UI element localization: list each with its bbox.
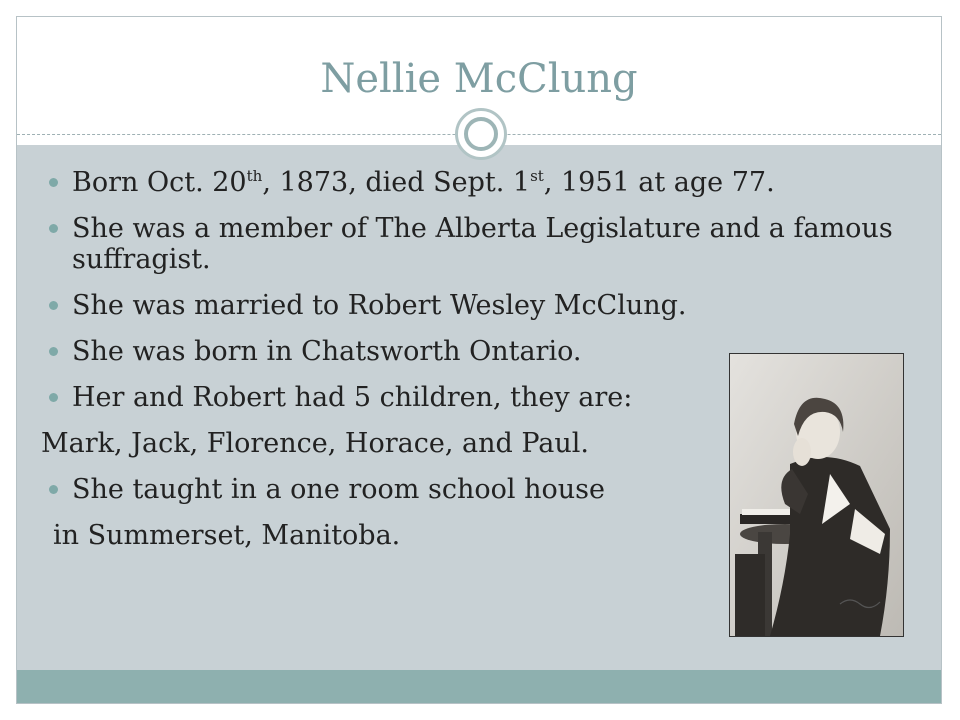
slide-title: Nellie McClung — [320, 56, 638, 102]
bullet-born-text-2: , 1873, died Sept. 1 — [262, 167, 531, 198]
school-location: in Summerset, Manitoba. — [53, 520, 401, 551]
superscript-st: st — [530, 167, 544, 185]
bullet-legislature — [41, 213, 921, 275]
bullet-born-text-1: Born Oct. 20 — [72, 167, 247, 198]
bullet-dot-icon — [49, 224, 58, 233]
bullet-taught-text: She taught in a one room school house — [72, 474, 605, 505]
bullet-birthplace-text: She was born in Chatsworth Ontario. — [72, 336, 582, 367]
bullet-born — [41, 167, 921, 198]
bullet-dot-icon — [49, 178, 58, 187]
bullet-dot-icon — [49, 485, 58, 494]
circle-ornament-inner — [464, 117, 498, 151]
bullet-married — [41, 290, 921, 321]
bullet-dot-icon — [49, 301, 58, 310]
superscript-th: th — [246, 167, 263, 185]
portrait-photo — [729, 353, 904, 637]
footer-band — [17, 670, 941, 704]
bullet-married-text: She was married to Robert Wesley McClung. — [72, 290, 687, 321]
bullet-legislature-text: She was a member of The Alberta Legislature and a famous suffragist. — [72, 213, 893, 275]
bullet-born-text-3: , 1951 at age 77. — [543, 167, 775, 198]
children-names: Mark, Jack, Florence, Horace, and Paul. — [41, 428, 589, 459]
bullet-children-text: Her and Robert had 5 children, they are: — [72, 382, 633, 413]
slide — [16, 16, 942, 704]
bullet-dot-icon — [49, 393, 58, 402]
bullet-dot-icon — [49, 347, 58, 356]
circle-ornament-icon — [455, 108, 507, 160]
